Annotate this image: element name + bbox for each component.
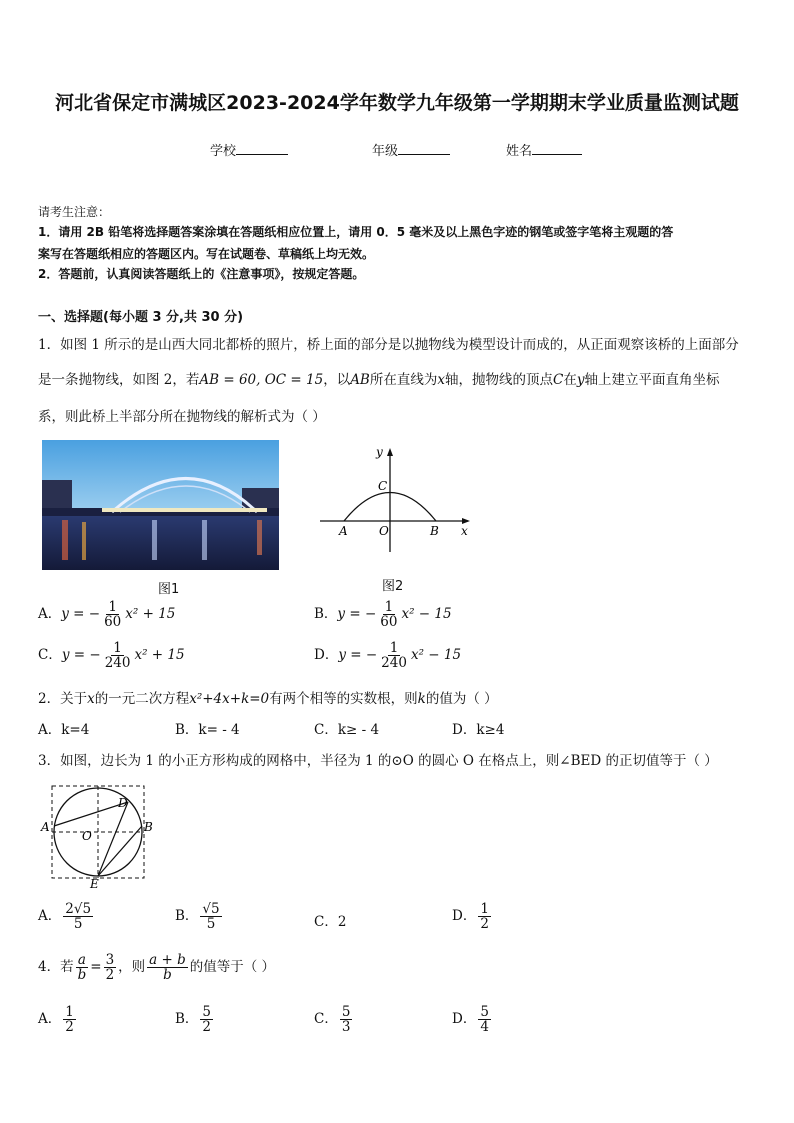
q2-option-d[interactable]: D．k≥4 <box>452 722 505 738</box>
q4-option-a[interactable]: A． $\frac{1}{2}$ <box>38 1004 74 1036</box>
page-title: 河北省保定市满城区2023-2024学年数学九年级第一学期期末学业质量监测试题 <box>55 92 739 114</box>
q4-option-b[interactable]: B． $\frac{5}{2}$ <box>175 1004 212 1036</box>
label-d: D <box>118 796 128 810</box>
q1-option-a[interactable]: A．y = − $\frac{1}{60}$ x² + 15 <box>38 599 176 631</box>
label-o: O <box>379 524 389 538</box>
q3-option-c[interactable]: C．2 <box>314 914 347 930</box>
q3-option-d[interactable]: D． $\frac{1}{2}$ <box>452 901 489 933</box>
q2-stem: 2．关于x的一元二次方程x²+4x+k=0有两个相等的实数根，则k的值为（ ） <box>38 691 498 707</box>
q2-option-c[interactable]: C．k≥ - 4 <box>314 722 380 738</box>
q4-option-c[interactable]: C． $\frac{5}{3}$ <box>314 1004 351 1036</box>
q4-option-d[interactable]: D． $\frac{5}{4}$ <box>452 1004 489 1036</box>
label-e: E <box>90 877 99 890</box>
q1-line-1: 1．如图 1 所示的是山西大同北都桥的照片，桥上面的部分是以抛物线为模型设计而成的，从正面观察该桥的上面部分 <box>38 337 739 353</box>
q1-line-3: 系，则此桥上半部分所在抛物线的解析式为（ ） <box>38 409 326 425</box>
notice-line-1b: 案写在答题纸相应的答题区内。写在试题卷、草稿纸上均无效。 <box>38 247 375 261</box>
notice-heading: 请考生注意： <box>38 205 111 219</box>
q1-option-b[interactable]: B．y = − $\frac{1}{60}$ x² − 15 <box>314 599 452 631</box>
parabola-figure <box>318 440 478 565</box>
q3-option-b[interactable]: B． $\frac{√5}{5}$ <box>175 901 220 933</box>
grade-field: 年级 <box>372 140 450 159</box>
q3-stem: 3．如图，边长为 1 的小正方形构成的网格中，半径为 1 的⊙O 的圆心 O 在格点上，则∠BED 的正切值等于（ ） <box>38 753 718 769</box>
q3-option-a[interactable]: A． $\frac{2√5}{5}$ <box>38 901 92 933</box>
label-a: A <box>339 524 348 538</box>
notice-line-1a: 1．请用 2B 铅笔将选择题答案涂填在答题纸相应位置上，请用 0．5 毫米及以上黑色字迹的钢笔或签字笔将主观题的答 <box>38 225 674 239</box>
q4-stem: 4．若 $\frac{a}{b}$ = $\frac{3}{2}$ ，则 $\frac{a + b}{b}$ 的值等于（ ） <box>38 952 276 984</box>
q1-option-d[interactable]: D．y = − $\frac{1}{240}$ x² − 15 <box>314 640 462 672</box>
fig2-caption: 图2 <box>382 579 404 594</box>
fig1-caption: 图1 <box>158 582 180 597</box>
q1-option-c[interactable]: C．y = − $\frac{1}{240}$ x² + 15 <box>38 640 185 672</box>
name-field: 姓名 <box>506 140 582 159</box>
grid-circle-figure <box>38 780 156 890</box>
notice-line-2: 2．答题前，认真阅读答题纸上的《注意事项》，按规定答题。 <box>38 267 365 281</box>
label-y: y <box>376 445 383 459</box>
y-axis-arrow <box>387 448 393 456</box>
label-b: B <box>144 820 153 834</box>
section-heading: 一、选择题(每小题 3 分,共 30 分) <box>38 310 244 325</box>
label-c: C <box>378 479 388 493</box>
bridge-photo <box>42 440 279 570</box>
q2-option-b[interactable]: B．k= - 4 <box>175 722 240 738</box>
q2-option-a[interactable]: A．k=4 <box>38 722 90 738</box>
school-field: 学校 <box>210 140 288 159</box>
label-x: x <box>461 524 468 538</box>
label-b: B <box>430 524 439 538</box>
label-o: O <box>82 829 92 843</box>
label-a: A <box>41 820 50 834</box>
q1-line-2: 是一条抛物线，如图 2，若AB = 60, OC = 15，以AB所在直线为x轴，抛物线的顶点C在y轴上建立平面直角坐标 <box>38 372 720 388</box>
